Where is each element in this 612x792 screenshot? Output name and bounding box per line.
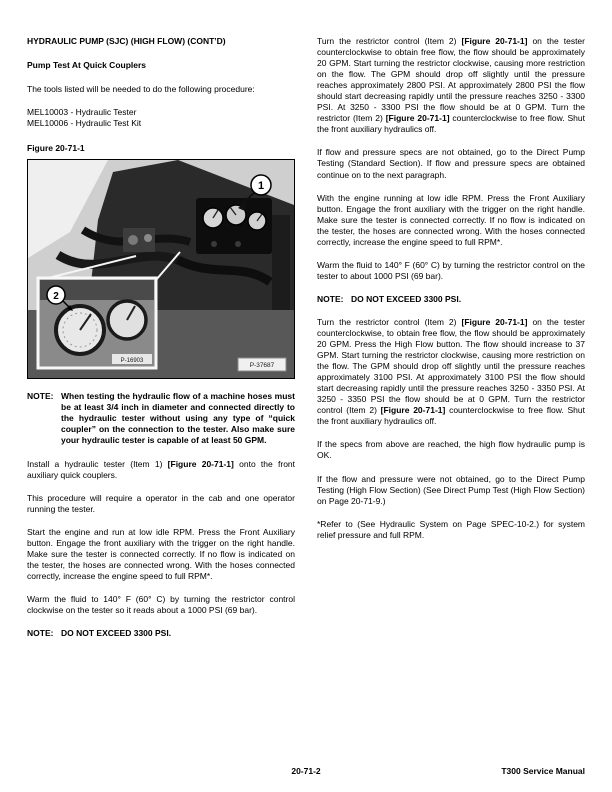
body-paragraph: Warm the fluid to 140° F (60° C) by turning the restrictor control on the tester to about 1000 PSI (69 bar).: [317, 259, 585, 281]
callout-2-badge: 2: [53, 291, 59, 303]
photo-id-label: P-16903: [120, 358, 144, 365]
hydraulic-tester-gauges: [196, 198, 272, 254]
note-block: [317, 294, 585, 305]
note-text: When testing the hydraulic flow of a machine hoses must be at least 3/4 inch in diameter and connected directly to the hydraulic tester without using any type of “quick coupler” on the connection to the tester. Also make sure your hydraulic tester is capable of at least 50 GPM.: [61, 391, 295, 446]
figure-photo: [27, 159, 295, 379]
note-label: NOTE:: [27, 628, 54, 639]
hose-fittings: [123, 228, 155, 252]
intro-paragraph: The tools listed will be needed to do the following procedure:: [27, 84, 255, 95]
body-paragraph: If the flow and pressure were not obtained, go to the Direct Pump Testing (High Flow Section) (See Direct Pump Test (High Flow Section) on Page 20-71-9.): [317, 473, 585, 506]
body-paragraph: Turn the restrictor control (Item 2) [Figure 20-71-1] on the tester counterclockwise to obtain free flow, the flow should be approximately 20 GPM. Start turning the restrictor clockwise, causing more restriction on the flow. The GPM should drop off slightly until the pressure reaches approximately 2800 PSI. At approximately 2800 PSI the flow should start decreasing rapidly until the pressure reaches 3250 - 3300 PSI. At 3250 - 3300 PSI the flow should be at 0 GPM. Turn the restrictor (Item 2) [Figure 20-71-1] counterclockwise to free flow. Shut the front auxiliary hydraulics off.: [317, 36, 585, 135]
body-paragraph: Warm the fluid to 140° F (60° C) by turning the restrictor control clockwise on the tester so it reads about a 1000 PSI (69 bar).: [27, 593, 295, 615]
note-block: [27, 628, 295, 639]
right-column: [317, 36, 585, 553]
left-column: [27, 36, 295, 651]
body-paragraph: This procedure will require a operator in the cab and one operator running the tester.: [27, 492, 295, 514]
section-subheading: Pump Test At Quick Couplers: [27, 60, 147, 71]
body-paragraph: Install a hydraulic tester (Item 1) [Figure 20-71-1] onto the front auxiliary quick couplers.: [27, 458, 296, 480]
tool-list: [27, 107, 295, 129]
note-text: DO NOT EXCEED 3300 PSI.: [351, 293, 462, 304]
inset-gauge-photo: [38, 278, 156, 368]
body-paragraph: Start the engine and run at low idle RPM. Press the Front Auxiliary button. Engage the front auxiliary with the trigger on the right handle. Make sure the tester is connected correctly. If no flow is indicated on the tester, the hoses are connected wrong. With the hoses connected correctly, increase the engine speed to full RPM*.: [27, 526, 295, 581]
note-block: [27, 391, 295, 446]
figure-caption: Figure 20-71-1: [27, 143, 85, 154]
callout-1-badge: 1: [257, 180, 265, 193]
tool-item: MEL10006 - Hydraulic Test Kit: [27, 118, 142, 129]
page-number: 20-71-2: [291, 766, 321, 776]
page-footer: [27, 766, 585, 778]
body-paragraph: Turn the restrictor control (Item 2) [Figure 20-71-1] on the tester counterclockwise, to obtain free flow, the flow should be approximately 20 GPM. Press the High Flow button. The flow should increase to 37 GPM. Start turning the restrictor clockwise, causing more restriction on the flow. The GPM should drop off slightly until the pressure reaches approximately 3100 PSI. At approximately 3100 PSI the flow should start decreasing rapidly until the pressure reaches 3250 - 3350 PSI. At 3250 - 3350 PSI the flow should be at 0 GPM. Turn the restrictor control (Item 2) [Figure 20-71-1] counterclockwise to free flow. Shut the front auxiliary hydraulics off.: [317, 316, 585, 427]
tool-item: MEL10003 - Hydraulic Tester: [27, 107, 137, 118]
figure-photo-svg: [28, 160, 294, 378]
body-paragraph: With the engine running at low idle RPM. Press the Front Auxiliary button. Engage the front auxiliary with the trigger on the right handle. Make sure the tester is connected correctly. If no flow is indicated on the tester, the hoses are connected wrong. With the hoses connected correctly, increase the engine speed to full RPM*.: [317, 192, 585, 247]
body-paragraph: *Refer to (See Hydraulic System on Page SPEC-10-2.) for system relief pressure and full RPM.: [317, 518, 585, 540]
body-paragraph: If flow and pressure specs are not obtained, go to the Direct Pump Testing (Standard Section). If flow and pressure specs are obtained continue on to the next paragraph.: [317, 147, 585, 180]
note-label: NOTE:: [27, 391, 54, 402]
page-title: HYDRAULIC PUMP (SJC) (HIGH FLOW) (CONT’D): [27, 36, 226, 46]
note-label: NOTE:: [317, 293, 344, 304]
body-paragraph: If the specs from above are reached, the high flow hydraulic pump is OK.: [317, 439, 585, 461]
photo-id-label: P-37687: [249, 362, 275, 370]
note-text: DO NOT EXCEED 3300 PSI.: [61, 628, 172, 639]
manual-title: T300 Service Manual: [501, 766, 585, 776]
